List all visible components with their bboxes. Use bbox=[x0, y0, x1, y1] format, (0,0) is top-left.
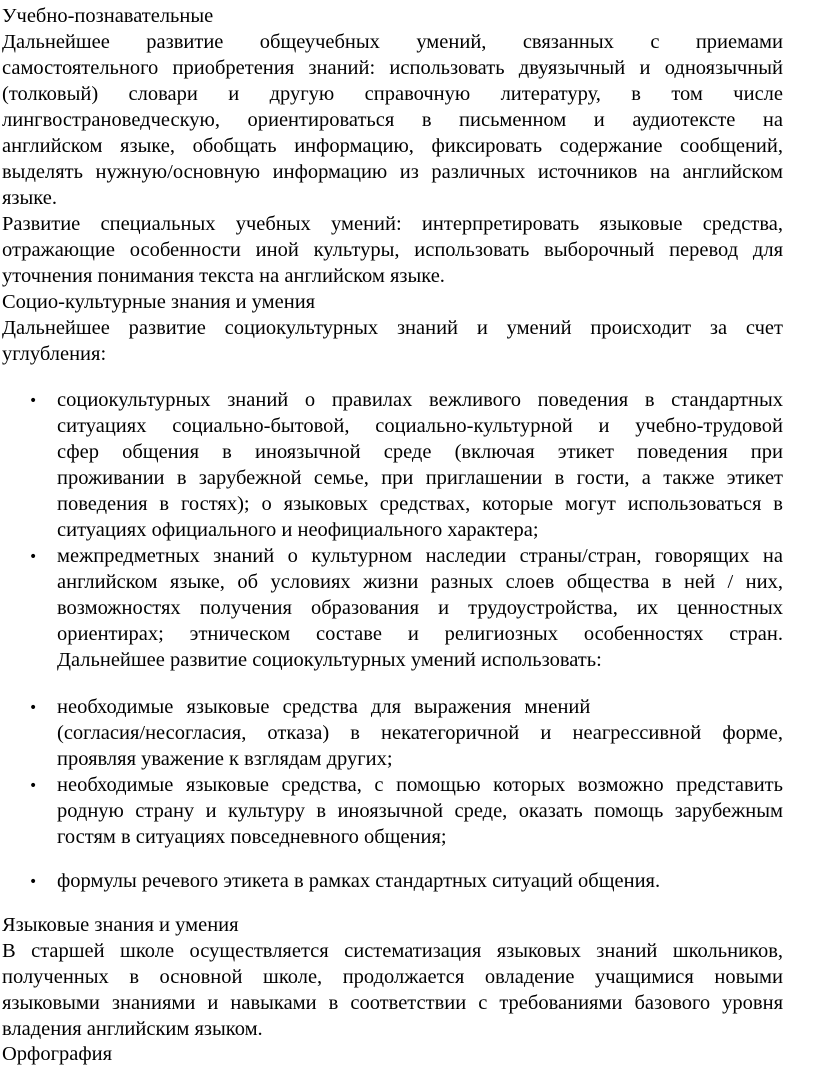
text-line: сфер общения в иноязычной среде (включая этикет поведения при bbox=[57, 441, 783, 463]
text-line: Дальнейшее развитие социокультурных умений использовать: bbox=[57, 649, 602, 671]
text-line: ситуациях социально-бытовой, социально-культурной и учебно-трудовой bbox=[57, 415, 783, 437]
bullet-icon: • bbox=[29, 874, 38, 890]
text-line: поведения в гостях); о языковых средствах, которые могут использоваться в bbox=[57, 493, 783, 515]
bullet-icon: • bbox=[29, 700, 38, 716]
text-line: ситуациях официального и неофициального характера; bbox=[57, 519, 539, 541]
text-line: межпредметных знаний о культурном наследии страны/стран, говорящих на bbox=[57, 545, 783, 567]
text-line: лингвострановедческую, ориентироваться в письменном и аудиотексте на bbox=[2, 109, 783, 131]
text-line: английском языке, обобщать информацию, фиксировать содержание сообщений, bbox=[2, 135, 783, 157]
section-heading-cognitive: Учебно-познавательные bbox=[2, 5, 214, 27]
text-line: В старшей школе осуществляется систематизация языковых знаний школьников, bbox=[2, 940, 783, 962]
text-line: ориентирах; этническом составе и религиозных особенностях стран. bbox=[57, 623, 783, 645]
section-heading-language: Языковые знания и умения bbox=[2, 914, 239, 936]
bullet-icon: • bbox=[29, 549, 38, 565]
text-line: отражающие особенности иной культуры, использовать выборочный перевод для bbox=[2, 239, 783, 261]
text-line: самостоятельного приобретения знаний: использовать двуязычный и одноязычный bbox=[2, 57, 783, 79]
text-line: уточнения понимания текста на английском языке. bbox=[2, 265, 445, 287]
text-line: необходимые языковые средства для выражения мнений bbox=[57, 696, 591, 718]
text-line: проживании в зарубежной семье, при приглашении в гости, а также этикет bbox=[57, 467, 783, 489]
text-line: возможностях получения образования и трудоустройства, их ценностных bbox=[57, 597, 783, 619]
text-line: формулы речевого этикета в рамках стандартных ситуаций общения. bbox=[57, 870, 661, 892]
text-line: английском языке, об условиях жизни разных слоев общества в ней / них, bbox=[57, 571, 783, 593]
text-line: Дальнейшее развитие социокультурных знаний и умений происходит за счет bbox=[2, 317, 783, 339]
section-heading-sociocultural: Социо-культурные знания и умения bbox=[2, 291, 316, 313]
text-line: языковыми знаниями и навыками в соответствии с требованиями базового уровня bbox=[2, 992, 783, 1014]
bullet-icon: • bbox=[29, 393, 38, 409]
text-line: проявляя уважение к взглядам других; bbox=[57, 748, 393, 770]
text-line: углубления: bbox=[2, 343, 107, 365]
text-line: родную страну и культуру в иноязычной среде, оказать помощь зарубежным bbox=[57, 800, 783, 822]
text-line: владения английским языком. bbox=[2, 1018, 263, 1040]
text-line: Развитие специальных учебных умений: интерпретировать языковые средства, bbox=[2, 213, 783, 235]
text-line: (толковый) словари и другую справочную литературу, в том числе bbox=[2, 83, 783, 105]
text-line: необходимые языковые средства, с помощью которых возможно представить bbox=[57, 774, 783, 796]
section-heading-orthography: Орфография bbox=[2, 1043, 113, 1065]
text-line: (согласия/несогласия, отказа) в некатегоричной и неагрессивной форме, bbox=[57, 722, 783, 744]
text-line: Дальнейшее развитие общеучебных умений, связанных с приемами bbox=[2, 31, 783, 53]
text-line: социокультурных знаний о правилах вежливого поведения в стандартных bbox=[57, 389, 783, 411]
text-line: гостям в ситуациях повседневного общения; bbox=[57, 826, 447, 848]
bullet-icon: • bbox=[29, 778, 38, 794]
text-line: полученных в основной школе, продолжается овладение учащимися новыми bbox=[2, 966, 783, 988]
text-line: выделять нужную/основную информацию из различных источников на английском bbox=[2, 161, 783, 183]
text-line: языке. bbox=[2, 187, 57, 209]
